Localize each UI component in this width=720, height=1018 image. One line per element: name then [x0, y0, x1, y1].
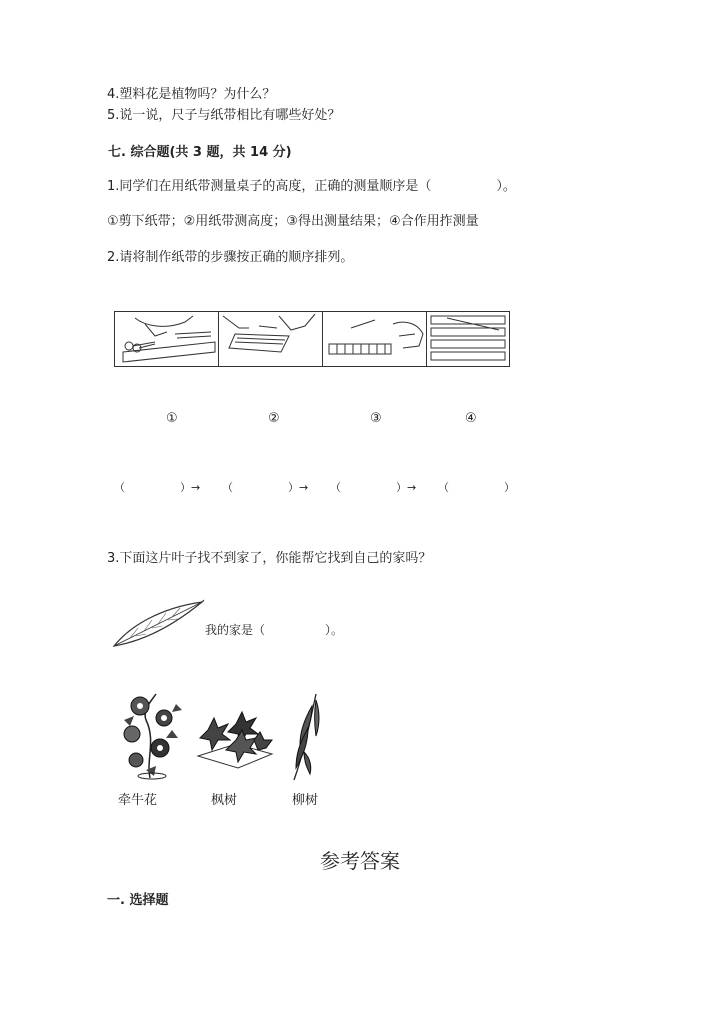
- section-7-title: 七. 综合题(共 3 题，共 14 分): [108, 145, 292, 160]
- willow-tree-icon: [286, 692, 326, 784]
- q3-stem: 3.下面这片叶子找不到家了，你能帮它找到自己的家吗？: [107, 551, 432, 566]
- step-panel-fold: [218, 311, 324, 367]
- answers-title: 参考答案: [320, 849, 400, 873]
- morning-glory-icon: [116, 690, 186, 780]
- plant-label-morning-glory: 牵牛花: [118, 793, 158, 808]
- step-panel-cut: [114, 311, 220, 367]
- leaf-icon: [110, 598, 206, 650]
- order-blank-3[interactable]: （ ）→: [330, 481, 417, 494]
- question-5: 5.说一说，尺子与纸带相比有哪些好处？: [107, 108, 341, 123]
- folding-strip-sketch: [219, 312, 323, 366]
- step-label-1: ①: [166, 411, 178, 426]
- q1-stem: 1.同学们在用纸带测量桌子的高度，正确的测量顺序是（ ）。: [107, 179, 516, 194]
- order-blank-4[interactable]: （ ）: [438, 481, 515, 494]
- q2-stem: 2.请将制作纸带的步骤按正确的顺序排列。: [107, 250, 354, 265]
- step-label-4: ④: [465, 411, 477, 426]
- q1-options: ①剪下纸带；②用纸带测高度；③得出测量结果；④合作用拃测量: [107, 214, 479, 229]
- plant-label-maple: 枫树: [211, 793, 238, 808]
- plant-label-willow: 柳树: [292, 793, 319, 808]
- finished-strips-sketch: [427, 312, 509, 366]
- step-panel-mark: [322, 311, 428, 367]
- marking-strip-sketch: [323, 312, 427, 366]
- step-panel-strips: [426, 311, 510, 367]
- cutting-strip-sketch: [115, 312, 219, 366]
- order-blank-2[interactable]: （ ）→: [222, 481, 309, 494]
- maple-tree-icon: [196, 710, 274, 770]
- q3-answer-line[interactable]: 我的家是（ ）。: [205, 623, 344, 637]
- step-label-3: ③: [370, 411, 382, 426]
- answers-section-1: 一. 选择题: [107, 893, 169, 908]
- question-4: 4.塑料花是植物吗？为什么？: [107, 87, 276, 102]
- step-label-2: ②: [268, 411, 280, 426]
- order-blank-1[interactable]: （ ）→: [114, 481, 201, 494]
